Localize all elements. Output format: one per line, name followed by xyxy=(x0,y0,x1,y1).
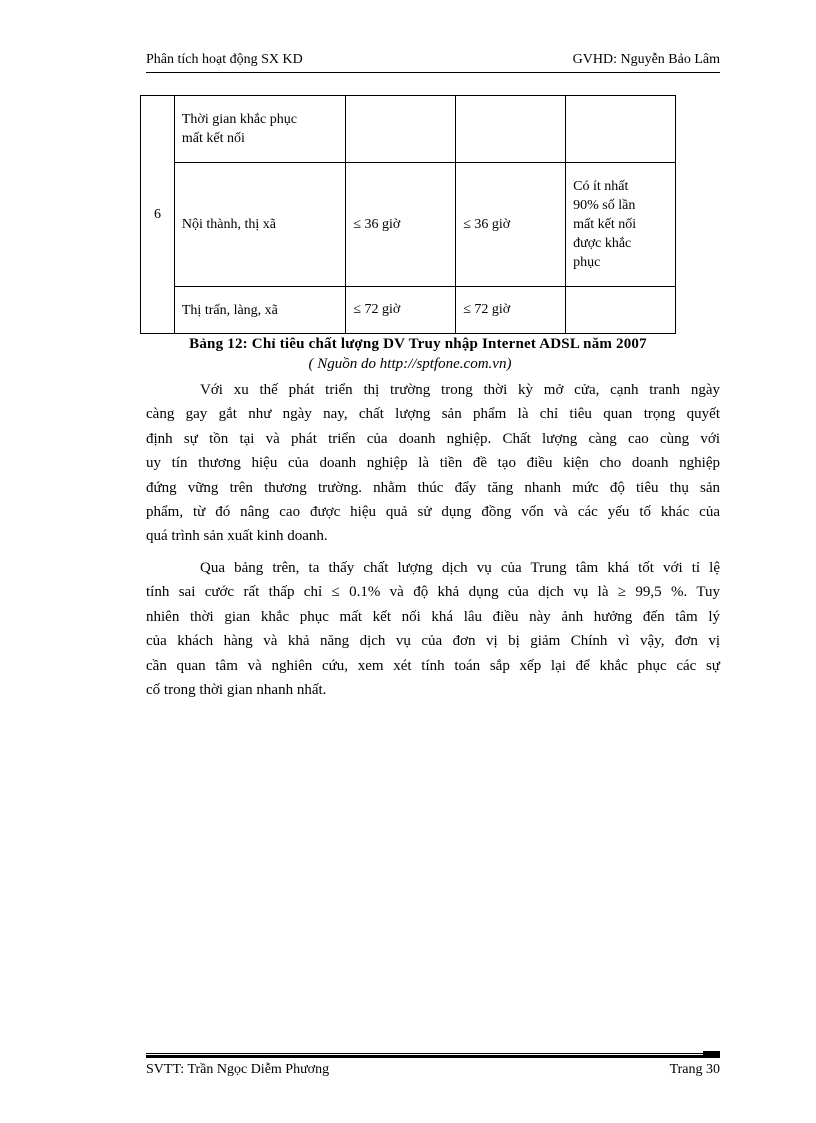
page-number: Trang 30 xyxy=(669,1062,720,1077)
paragraph-line: phẩm, từ đó nâng cao được hiệu quả sử dụng đồng vốn và các yếu tố khác của xyxy=(146,504,720,521)
table-row xyxy=(141,287,676,334)
table-row xyxy=(141,96,676,163)
header-title: Phân tích hoạt động SX KD xyxy=(146,52,303,67)
paragraph-2 xyxy=(146,556,720,702)
value-cell xyxy=(456,96,566,163)
criterion-name-line: Nội thành, thị xã xyxy=(181,217,276,232)
paragraph-line: càng gay gắt như ngày nay, chất lượng sản phẩm là chỉ tiêu quan trọng quyết xyxy=(146,406,720,423)
criterion-name-line: mất kết nối xyxy=(181,131,245,146)
value-cell: ≤ 36 giờ xyxy=(456,163,566,287)
paragraph-line: uy tín thương hiệu của doanh nghiệp là tiền đề tạo điều kiện cho doanh nghiệp xyxy=(146,455,720,472)
footer-rule-thick xyxy=(146,1055,720,1058)
note-line: 90% số lần xyxy=(573,198,636,213)
note-line: Có ít nhất xyxy=(573,179,629,194)
value-cell xyxy=(346,96,456,163)
note-cell xyxy=(566,96,676,163)
paragraph-line: đứng vững trên thương trường. nhằm thúc đẩy tăng nhanh mức độ tiêu thụ sản xyxy=(146,479,720,496)
value-cell: ≤ 36 giờ xyxy=(346,163,456,287)
paragraph-line: cần quan tâm và nghiên cứu, xem xét tính toán sắp xếp lại để khắc phục các sự xyxy=(146,657,720,674)
paragraph-line: cố trong thời gian nhanh nhất. xyxy=(146,682,327,699)
paragraph-line: của khách hàng và khả năng dịch vụ của đơn vị bị giảm Chính vì vậy, đơn vị xyxy=(146,633,720,650)
paragraph-line: tính sai cước rất thấp chỉ ≤ 0.1% và độ khả dụng của dịch vụ là ≥ 99,5 %. Tuy xyxy=(146,584,720,601)
page-header xyxy=(146,50,720,73)
criterion-name-cell xyxy=(174,287,345,334)
paragraph-line: nhiên thời gian khắc phục mất kết nối khá lâu điều này ảnh hưởng đến tâm lý xyxy=(146,608,720,625)
paragraph-line: quá trình sản xuất kinh doanh. xyxy=(146,528,328,545)
note-line: mất kết nối xyxy=(573,217,637,232)
table-source: ( Nguồn do http://sptfone.com.vn) xyxy=(308,356,512,372)
footer-student: SVTT: Trần Ngọc Diễm Phương xyxy=(146,1062,330,1077)
note-line: được khắc xyxy=(573,236,632,251)
note-cell xyxy=(566,287,676,334)
value-cell: ≤ 72 giờ xyxy=(456,287,566,334)
paragraph-1 xyxy=(146,378,720,549)
table-caption: Bảng 12: Chỉ tiêu chất lượng DV Truy nhập Internet ADSL năm 2007 xyxy=(189,336,647,352)
table-row xyxy=(141,163,676,287)
paragraph-line: định sự tồn tại và phát triển của doanh nghiệp. Chất lượng càng cao cùng với xyxy=(146,430,720,447)
paragraph-line: Qua bảng trên, ta thấy chất lượng dịch vụ của Trung tâm khá tốt với tỉ lệ xyxy=(200,560,720,576)
header-supervisor: GVHD: Nguyễn Bảo Lâm xyxy=(572,52,720,67)
footer-rule-cap xyxy=(703,1051,720,1057)
note-cell xyxy=(566,163,676,287)
criterion-name-cell xyxy=(174,96,345,163)
paragraph-line: Với xu thế phát triển thị trường trong thời kỳ mở cửa, cạnh tranh ngày xyxy=(200,382,720,398)
value-cell: ≤ 72 giờ xyxy=(346,287,456,334)
criterion-name-line: Thị trấn, làng, xã xyxy=(181,302,278,318)
criterion-name-cell xyxy=(174,163,345,287)
footer-rule xyxy=(146,1053,720,1054)
criterion-name-line: Thời gian khắc phục xyxy=(181,112,297,127)
note-line: phục xyxy=(573,255,601,270)
row-number-cell: 6 xyxy=(141,96,175,334)
quality-table xyxy=(140,95,676,334)
